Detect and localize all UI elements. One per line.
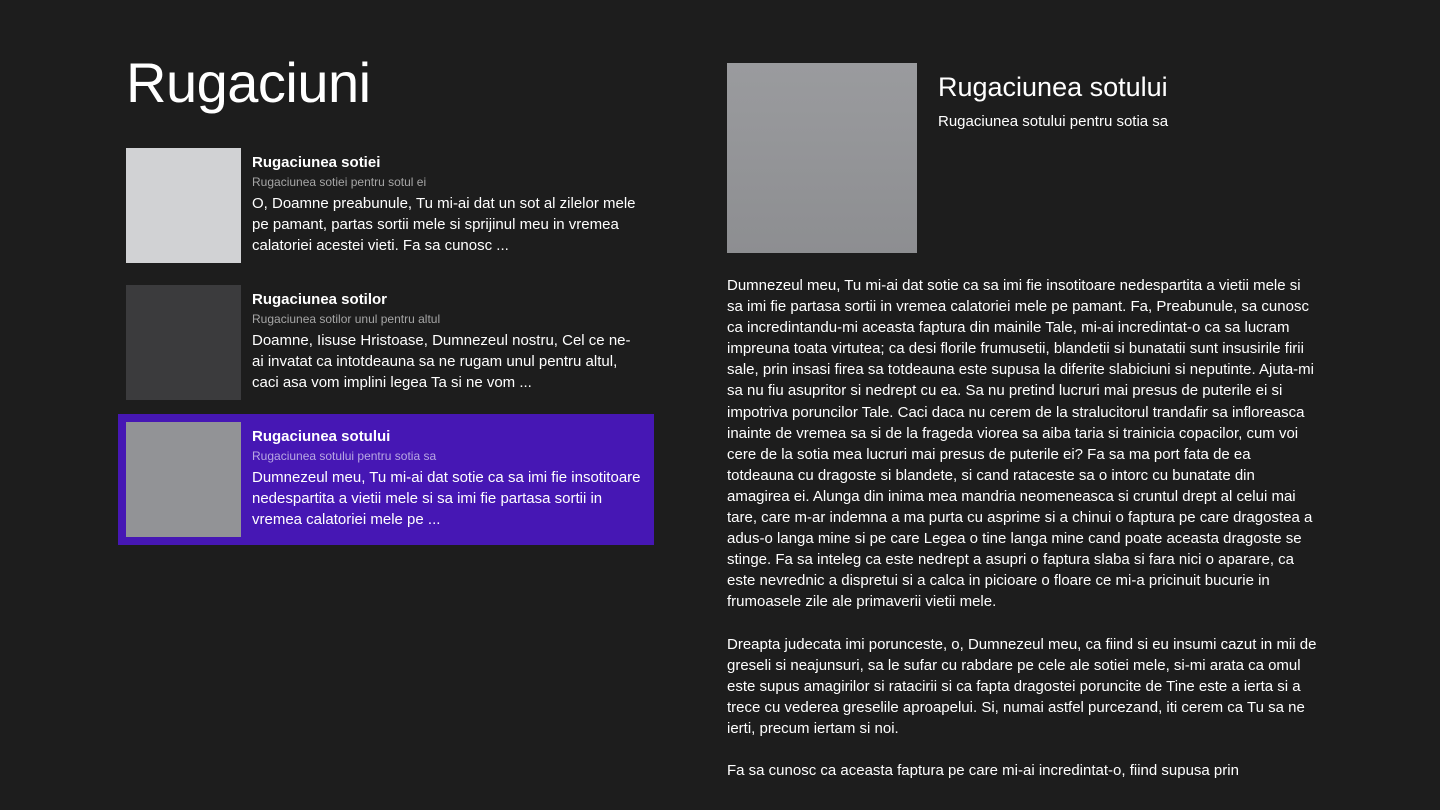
item-description: O, Doamne preabunule, Tu mi-ai dat un sot al zilelor mele pe pamant, partas sortii mele si sprijinul meu in vremea calatoriei acestei vieti. Fa sa cunosc ... [252, 195, 636, 254]
detail-paragraph: Fa sa cunosc ca aceasta faptura pe care mi-ai incredintat-o, fiind supusa prin [727, 761, 1239, 779]
item-thumbnail [126, 148, 241, 263]
detail-title: Rugaciunea sotului [938, 72, 1168, 102]
item-title: Rugaciunea sotului [252, 428, 391, 445]
item-title: Rugaciunea sotilor [252, 291, 388, 308]
detail-image [727, 63, 917, 253]
item-subtitle: Rugaciunea sotilor unul pentru altul [252, 312, 441, 326]
item-text [252, 285, 642, 400]
list-item-sotului[interactable] [118, 414, 654, 545]
detail-subtitle: Rugaciunea sotului pentru sotia sa [938, 113, 1169, 130]
item-description: Doamne, Iisuse Hristoase, Dumnezeul nostru, Cel ce ne-ai invatat ca intotdeauna sa ne rugam unul pentru altul, caci asa vom implini legea Ta si ne vom ... [252, 332, 631, 391]
item-subtitle: Rugaciunea sotiei pentru sotul ei [252, 175, 427, 189]
item-thumbnail [126, 285, 241, 400]
item-text [252, 148, 642, 263]
detail-paragraph: Dreapta judecata imi porunceste, o, Dumnezeul meu, ca fiind si eu insumi cazut in mii de greseli si neajunsuri, sa le sufar cu rabdare pe cele ale sotiei mele, si-mi arata ca omul este supus amagirilor si ratacirii si ca fapta dragostei poruncite de Tine este a ierta si a trece cu vederea greselile aproapelui. Si, numai astfel purcezand, iti cerem ca Tu sa ne ierti, precum iertam si noi. [727, 635, 1317, 737]
detail-body [727, 275, 1317, 802]
item-text [252, 422, 642, 537]
item-subtitle: Rugaciunea sotului pentru sotia sa [252, 449, 437, 463]
list-item-sotilor[interactable] [118, 277, 654, 408]
prayer-list [118, 140, 654, 551]
item-title: Rugaciunea sotiei [252, 154, 381, 171]
detail-paragraph: Dumnezeul meu, Tu mi-ai dat sotie ca sa imi fie insotitoare nedespartita a vietii mele si sa imi fie partasa sortii in vremea calatoriei mele pe pamant. Fa, Preabunule, sa cunosc ca incredintandu-mi aceasta faptura din mainile Tale, mi-ai incredintat-o ca sa lucram impreuna toata virtutea; ca desi florile frumusetii, blandetii si bunatatii sunt insusirile firii sale, prin insasi firea sa totdeauna este supusa la diferite slabiciuni si neputinte. Ajuta-mi sa nu fiu asupritor si nedrept cu ea. Sa nu pretind lucruri mai presus de puterile ei si impotriva poruncilor Tale. Caci daca nu cerem de la stralucitorul trandafir sa infloreasca inainte de vremea sa si de la frageda viorea sa aiba taria si trainicia copacilor, cum voi cere de la sotia mea lucruri mai presus de puterile ei? Fa sa ma port fata de ea totdeauna cu dragoste si blandete, si cand rataceste sa o intorc cu bunatate din amagirea ei. Alunga din inima mea mandria neomeneasca si cruntul drept al celui mai tare, care m-ar indemna a ma purta cu asprime si a chinui o faptura pe care dragostea a adus-o langa mine si pe care Legea o tine langa mine cand poate aceasta dragoste se stinge. Fa sa inteleg ca este nedrept a asupri o faptura slaba si fara nici o aparare, ca este nevrednic a dispretui si a calca in picioare o floare ce mi-a pricinuit bucurie in frumoasele zile ale primaverii vietii mele. [727, 277, 1314, 611]
list-item-sotiei[interactable] [118, 140, 654, 271]
item-thumbnail [126, 422, 241, 537]
page-title: Rugaciuni [126, 51, 371, 114]
item-description: Dumnezeul meu, Tu mi-ai dat sotie ca sa imi fie insotitoare nedespartita a vietii mele si sa imi fie partasa sortii in vremea calatoriei mele pe ... [252, 469, 641, 528]
